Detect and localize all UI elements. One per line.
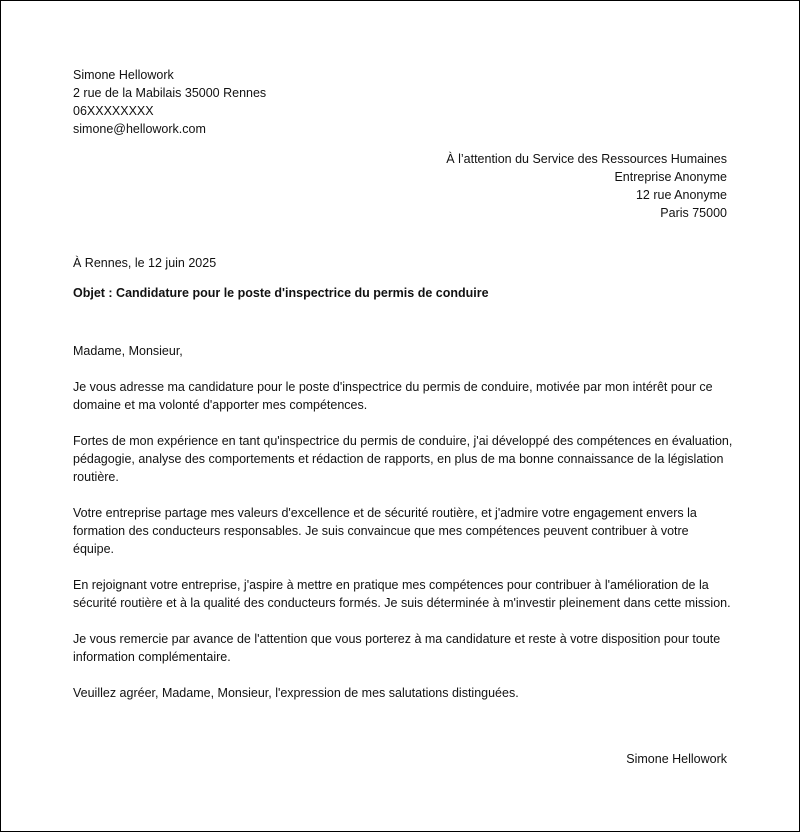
recipient-street: 12 rue Anonyme — [635, 188, 727, 202]
sender-phone: 06XXXXXXXX — [73, 104, 154, 118]
body-paragraph: Fortes de mon expérience en tant qu'inspectrice du permis de conduire, j'ai développé des compétences en évaluation, pédagogie, analyse des comportements et rédaction de rapports, en plus de ma bonne connaissance de la législation routière. — [73, 434, 733, 484]
closing-paragraph: Veuillez agréer, Madame, Monsieur, l'expression de mes salutations distinguées. — [73, 686, 519, 700]
sender-name: Simone Hellowork — [73, 68, 174, 82]
greeting: Madame, Monsieur, — [73, 344, 183, 358]
date-line: À Rennes, le 12 juin 2025 — [73, 256, 217, 270]
signature: Simone Hellowork — [626, 752, 727, 766]
body-paragraph: En rejoignant votre entreprise, j'aspire à mettre en pratique mes compétences pour contribuer à l'amélioration de la sécurité routière et à la qualité des conducteurs formés. Je suis déterminée à m'investir pleinement dans cette mission. — [73, 578, 731, 610]
recipient-block — [446, 150, 727, 222]
recipient-city: Paris 75000 — [660, 206, 727, 220]
sender-block — [73, 66, 266, 138]
body-paragraph: Votre entreprise partage mes valeurs d'excellence et de sécurité routière, et j'admire votre engagement envers la formation des conducteurs responsables. Je suis convaincue que mes compétences peuvent contribuer à votre équipe. — [73, 506, 697, 556]
sender-email: simone@hellowork.com — [73, 122, 206, 136]
letter-body — [73, 342, 733, 720]
recipient-attention: À l’attention du Service des Ressources Humaines — [446, 152, 727, 166]
body-paragraph: Je vous remercie par avance de l'attention que vous porterez à ma candidature et reste à votre disposition pour toute information complémentaire. — [73, 632, 721, 664]
sender-address: 2 rue de la Mabilais 35000 Rennes — [73, 86, 267, 100]
subject-line: Objet : Candidature pour le poste d'inspectrice du permis de conduire — [73, 286, 489, 300]
recipient-company: Entreprise Anonyme — [614, 170, 727, 184]
body-paragraph: Je vous adresse ma candidature pour le poste d'inspectrice du permis de conduire, motivée par mon intérêt pour ce domaine et ma volonté d'apporter mes compétences. — [73, 380, 713, 412]
